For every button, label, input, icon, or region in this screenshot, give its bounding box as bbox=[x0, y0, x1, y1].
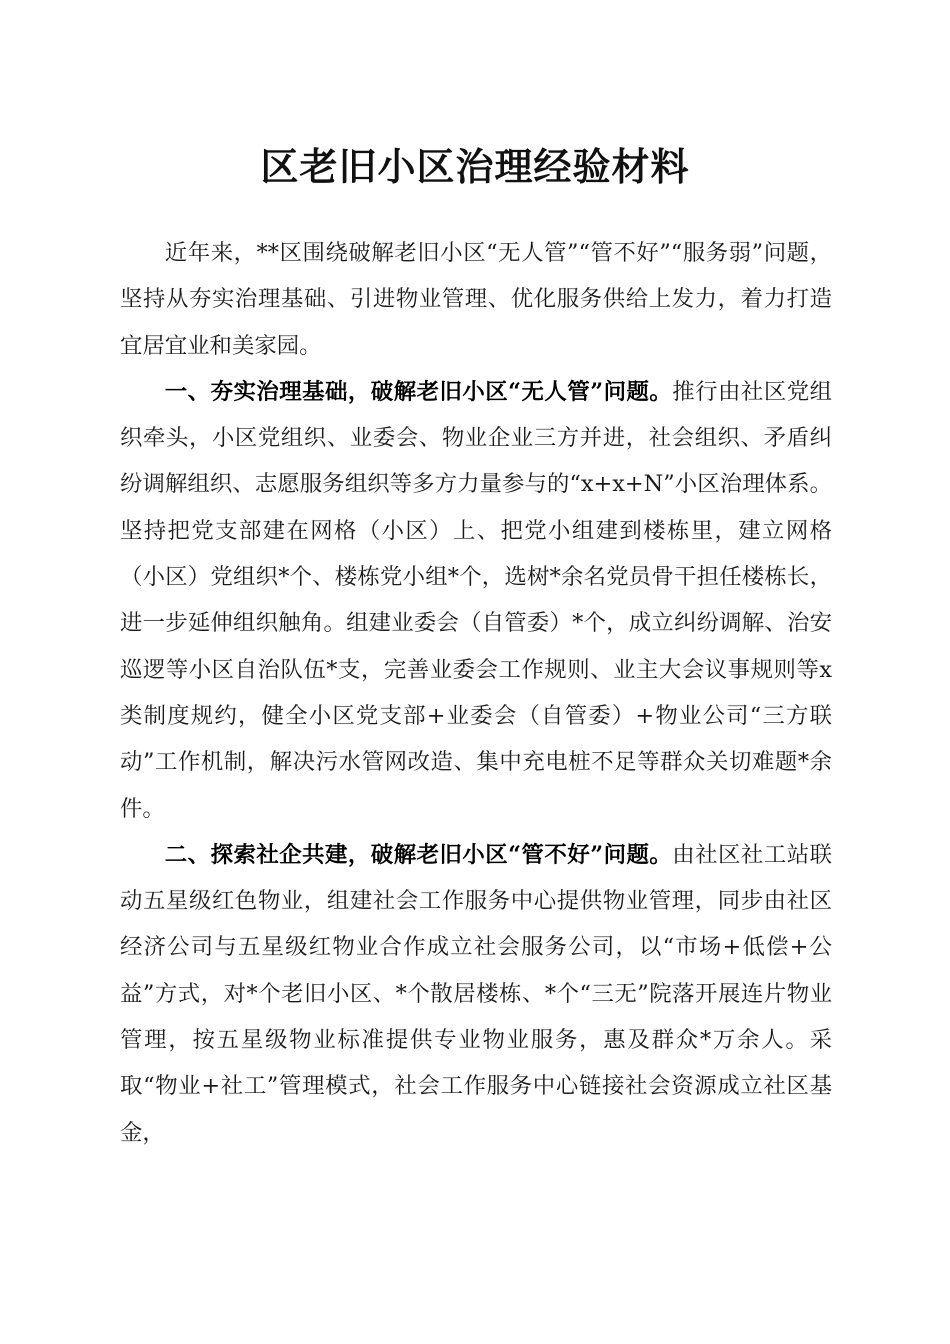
paragraph-text: 由社区社工站联动五星级红色物业，组建社会工作服务中心提供物业管理，同步由社区经济公司与五星级红物业合作成立社会服务公司，以“市场+低偿+公益”方式，对*个老旧小区、*个散居楼栋、*个“三无”院落开展连片物业管理，按五星级物业标准提供专业物业服务，惠及群众*万余人。采取“物业+社工”管理模式，社会工作服务中心链接社会资源成立社区基金， bbox=[120, 841, 832, 1146]
paragraph-text: 推行由社区党组织牵头，小区党组织、业委会、物业企业三方并进，社会组织、矛盾纠纷调解组织、志愿服务组织等多方力量参与的“x+x+N”小区治理体系。坚持把党支部建在网格（小区）上、把党小组建到楼栋里，建立网格（小区）党组织*个、楼栋党小组*个，选树*余名党员骨干担任楼栋长，进一步延伸组织触角。组建业委会（自管委）*个，成立纠纷调解、治安巡逻等小区自治队伍*支，完善业委会工作规则、业主大会议事规则等x类制度规约，健全小区党支部+业委会（自管委）+物业公司“三方联动”工作机制，解决污水管网改造、集中充电桩不足等群众关切难题*余件。 bbox=[120, 378, 832, 822]
paragraph-text: 近年来，**区围绕破解老旧小区“无人管”“管不好”“服务弱”问题，坚持从夯实治理基础、引进物业管理、优化服务供给上发力，着力打造宜居宜业和美家园。 bbox=[120, 240, 832, 359]
document-body bbox=[120, 230, 832, 1156]
section-2-heading: 二、探索社企共建，破解老旧小区“管不好”问题。 bbox=[164, 841, 673, 868]
section-1-heading: 一、夯实治理基础，破解老旧小区“无人管”问题。 bbox=[164, 378, 673, 405]
section-2-paragraph bbox=[120, 832, 832, 1156]
section-1-paragraph bbox=[120, 369, 832, 832]
intro-paragraph bbox=[120, 230, 832, 369]
document-title: 区老旧小区治理经验材料 bbox=[260, 144, 690, 189]
